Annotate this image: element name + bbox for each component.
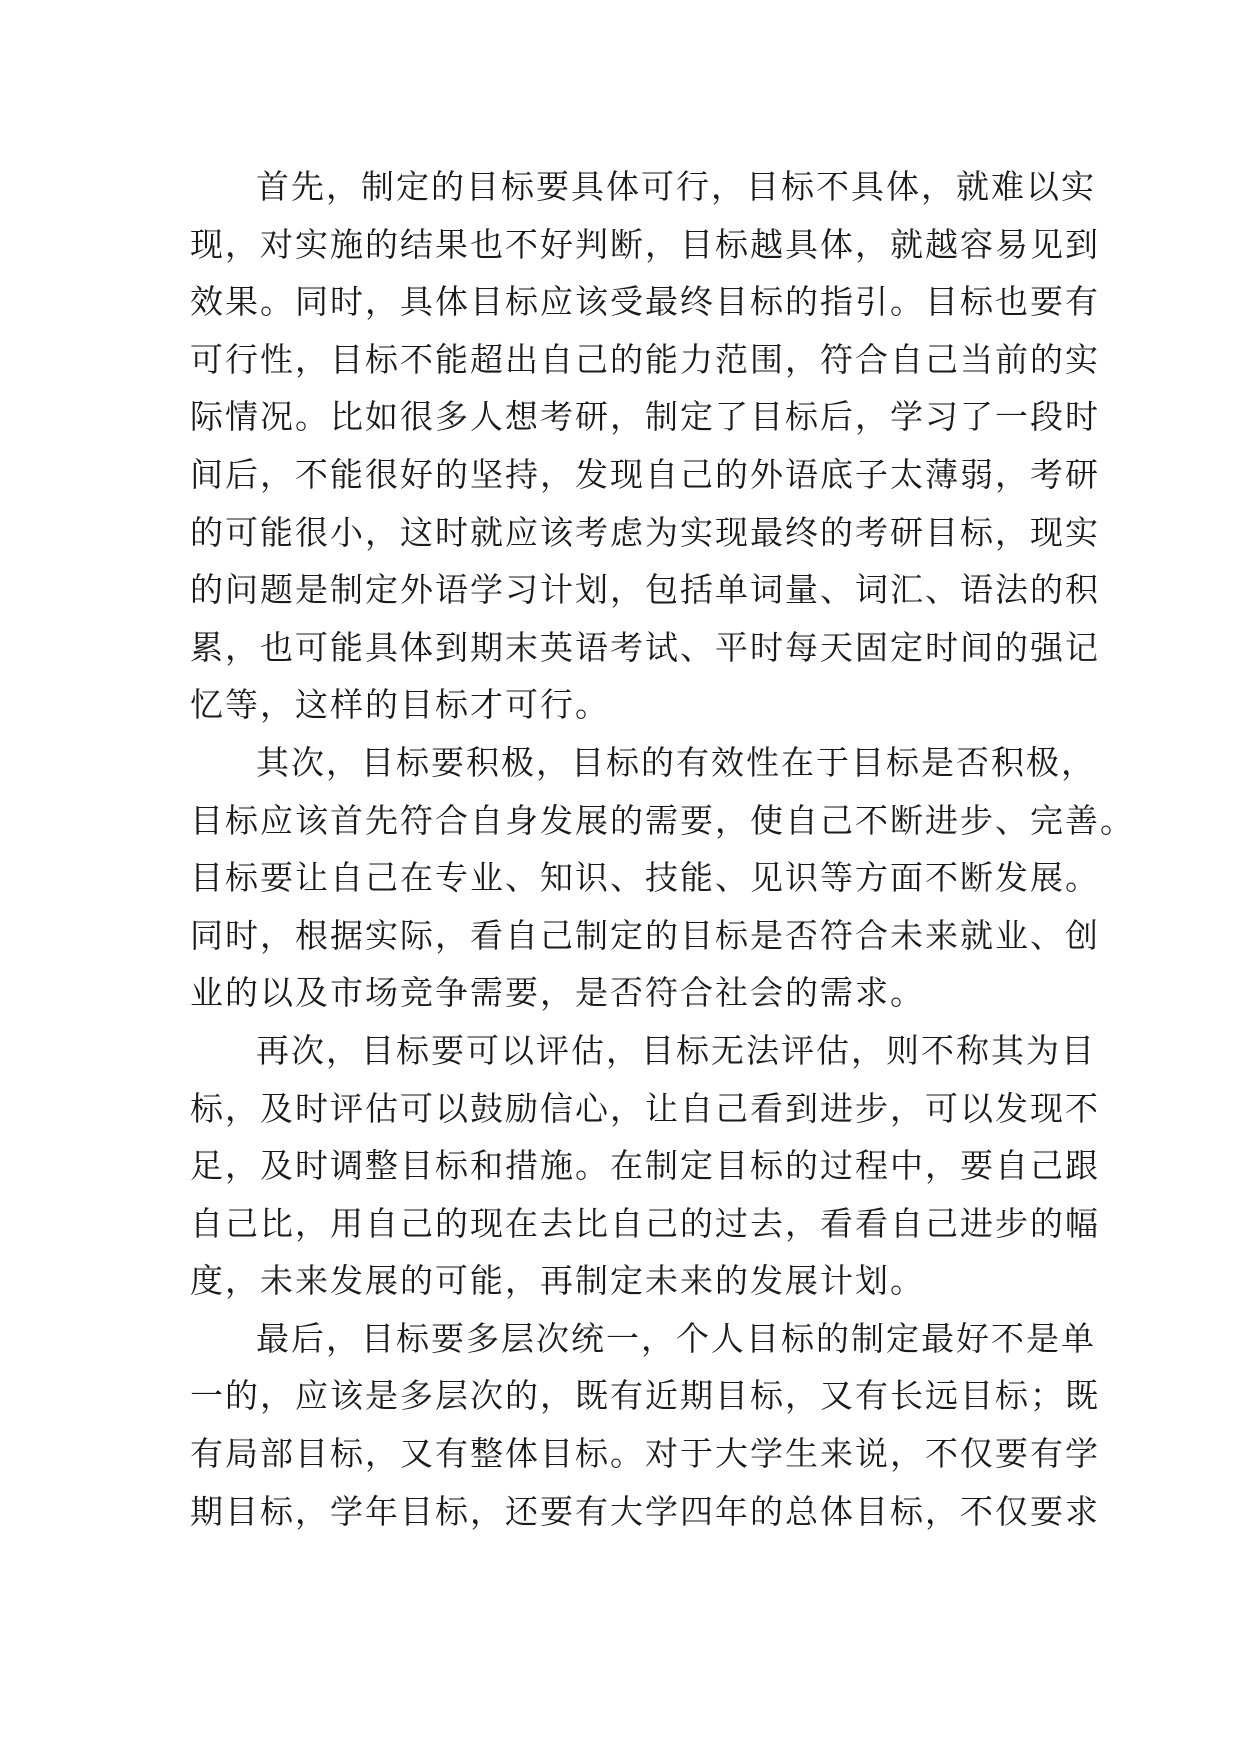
text-line: 间后，不能很好的坚持，发现自己的外语底子太薄弱，考研 xyxy=(190,454,1100,494)
text-line: 一的，应该是多层次的，既有近期目标，又有长远目标；既 xyxy=(190,1376,1100,1416)
text-line: 足，及时调整目标和措施。在制定目标的过程中，要自己跟 xyxy=(190,1146,1100,1186)
paragraph-evaluable xyxy=(190,1022,1100,1310)
text-line: 可行性，目标不能超出自己的能力范围，符合自己当前的实 xyxy=(190,339,1100,379)
text-line: 标，及时评估可以鼓励信心，让自己看到进步，可以发现不 xyxy=(190,1088,1100,1128)
text-line: 期目标，学年目标，还要有大学四年的总体目标，不仅要求 xyxy=(190,1491,1100,1531)
text-line: 的问题是制定外语学习计划，包括单词量、词汇、语法的积 xyxy=(190,570,1100,610)
text-line: 效果。同时，具体目标应该受最终目标的指引。目标也要有 xyxy=(190,282,1100,322)
text-line: 自己比，用自己的现在去比自己的过去，看看自己进步的幅 xyxy=(190,1203,1100,1243)
text-line: 首先，制定的目标要具体可行，目标不具体，就难以实 xyxy=(256,167,1096,206)
text-line: 际情况。比如很多人想考研，制定了目标后，学习了一段时 xyxy=(190,397,1100,437)
text-line: 同时，根据实际，看自己制定的目标是否符合未来就业、创 xyxy=(190,915,1100,955)
text-line: 再次，目标要可以评估，目标无法评估，则不称其为目 xyxy=(256,1030,1096,1070)
text-line: 其次，目标要积极，目标的有效性在于目标是否积极， xyxy=(256,742,1096,782)
paragraph-specific-feasible xyxy=(190,158,1100,734)
text-line: 忆等，这样的目标才可行。 xyxy=(190,685,610,725)
text-line: 目标应该首先符合自身发展的需要，使自己不断进步、完善。 xyxy=(190,800,1135,840)
paragraph-multilevel xyxy=(190,1310,1100,1540)
text-line: 有局部目标，又有整体目标。对于大学生来说，不仅要有学 xyxy=(190,1434,1100,1474)
text-line: 目标要让自己在专业、知识、技能、见识等方面不断发展。 xyxy=(190,858,1100,898)
text-line: 最后，目标要多层次统一，个人目标的制定最好不是单 xyxy=(256,1318,1096,1358)
text-line: 度，未来发展的可能，再制定未来的发展计划。 xyxy=(190,1261,925,1301)
text-line: 的可能很小，这时就应该考虑为实现最终的考研目标，现实 xyxy=(190,512,1100,552)
text-line: 现，对实施的结果也不好判断，目标越具体，就越容易见到 xyxy=(190,224,1100,264)
text-line: 累，也可能具体到期末英语考试、平时每天固定时间的强记 xyxy=(190,627,1100,667)
body-text xyxy=(190,158,1135,1540)
paragraph-positive xyxy=(190,734,1135,1022)
text-line: 业的以及市场竞争需要，是否符合社会的需求。 xyxy=(190,973,925,1013)
